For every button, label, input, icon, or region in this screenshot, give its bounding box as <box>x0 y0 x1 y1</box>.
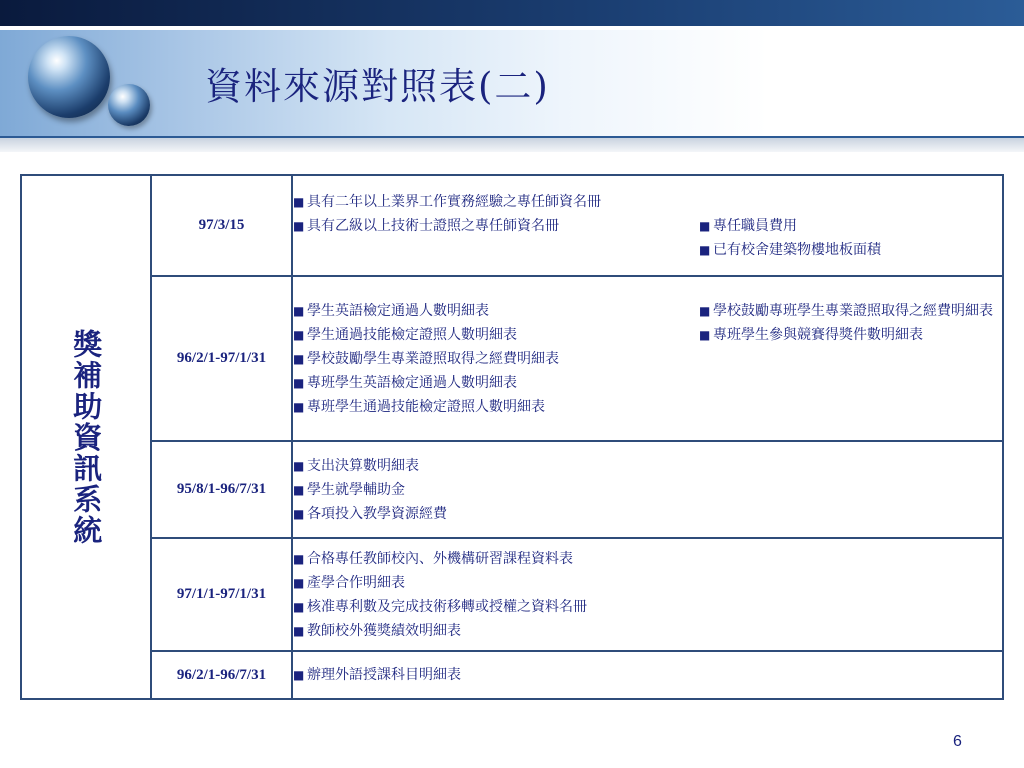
table-row <box>21 441 1003 538</box>
list-item: ■ 具有二年以上業界工作實務經驗之專任師資名冊 <box>293 190 685 214</box>
content-cell <box>292 651 1003 699</box>
list-item: ■ 專班學生通過技能檢定證照人數明細表 <box>293 395 685 419</box>
globe-decoration-icon <box>28 36 110 118</box>
top-bar <box>0 0 1024 26</box>
list-item: ■ 專班學生參與競賽得獎件數明細表 <box>699 323 1002 347</box>
table-row <box>21 651 1003 699</box>
list-item: ■ 支出決算數明細表 <box>293 454 1002 478</box>
content-column <box>293 190 685 262</box>
list-item: ■ 辦理外語授課科目明細表 <box>293 663 1002 687</box>
list-item: ■ 專班學生英語檢定通過人數明細表 <box>293 371 685 395</box>
system-label-cell <box>21 175 151 699</box>
small-globe-decoration-icon <box>108 84 150 126</box>
source-table <box>20 174 1004 700</box>
page-number: 6 <box>953 733 962 750</box>
list-item: ■ 合格專任教師校內、外機構研習課程資料表 <box>293 547 1002 571</box>
table-row <box>21 538 1003 651</box>
date-cell: 96/2/1-97/1/31 <box>151 276 292 441</box>
content-column <box>699 190 1002 262</box>
list-item: ■ 學生英語檢定通過人數明細表 <box>293 299 685 323</box>
content-column <box>293 299 685 419</box>
content-cell <box>292 175 1003 276</box>
date-cell: 97/3/15 <box>151 175 292 276</box>
list-item: ■ 專任職員費用 <box>699 214 1002 238</box>
table-row <box>21 175 1003 276</box>
date-cell: 97/1/1-97/1/31 <box>151 538 292 651</box>
list-item: ■ 產學合作明細表 <box>293 571 1002 595</box>
date-cell: 96/2/1-96/7/31 <box>151 651 292 699</box>
list-item: ■ 各項投入教學資源經費 <box>293 502 1002 526</box>
list-item: ■ 已有校舍建築物樓地板面積 <box>699 238 1002 262</box>
page-title: 資料來源對照表(二) <box>205 65 550 108</box>
list-item: ■ 學校鼓勵專班學生專業證照取得之經費明細表 <box>699 299 1002 323</box>
list-item: ■ 教師校外獲獎績效明細表 <box>293 619 1002 643</box>
list-item: ■ 學校鼓勵學生專業證照取得之經費明細表 <box>293 347 685 371</box>
list-item: ■ 核准專利數及完成技術移轉或授權之資料名冊 <box>293 595 1002 619</box>
content-cell <box>292 276 1003 441</box>
list-item: ■ 具有乙級以上技術士證照之專任師資名冊 <box>293 214 685 238</box>
content-cell <box>292 538 1003 651</box>
list-item: ■ 學生就學輔助金 <box>293 478 1002 502</box>
date-cell: 95/8/1-96/7/31 <box>151 441 292 538</box>
system-label: 獎補助資訊系統 <box>69 328 104 546</box>
table-row <box>21 276 1003 441</box>
banner-shadow <box>0 138 1024 152</box>
content-cell <box>292 441 1003 538</box>
content-column <box>699 299 1002 419</box>
list-item: ■ 學生通過技能檢定證照人數明細表 <box>293 323 685 347</box>
